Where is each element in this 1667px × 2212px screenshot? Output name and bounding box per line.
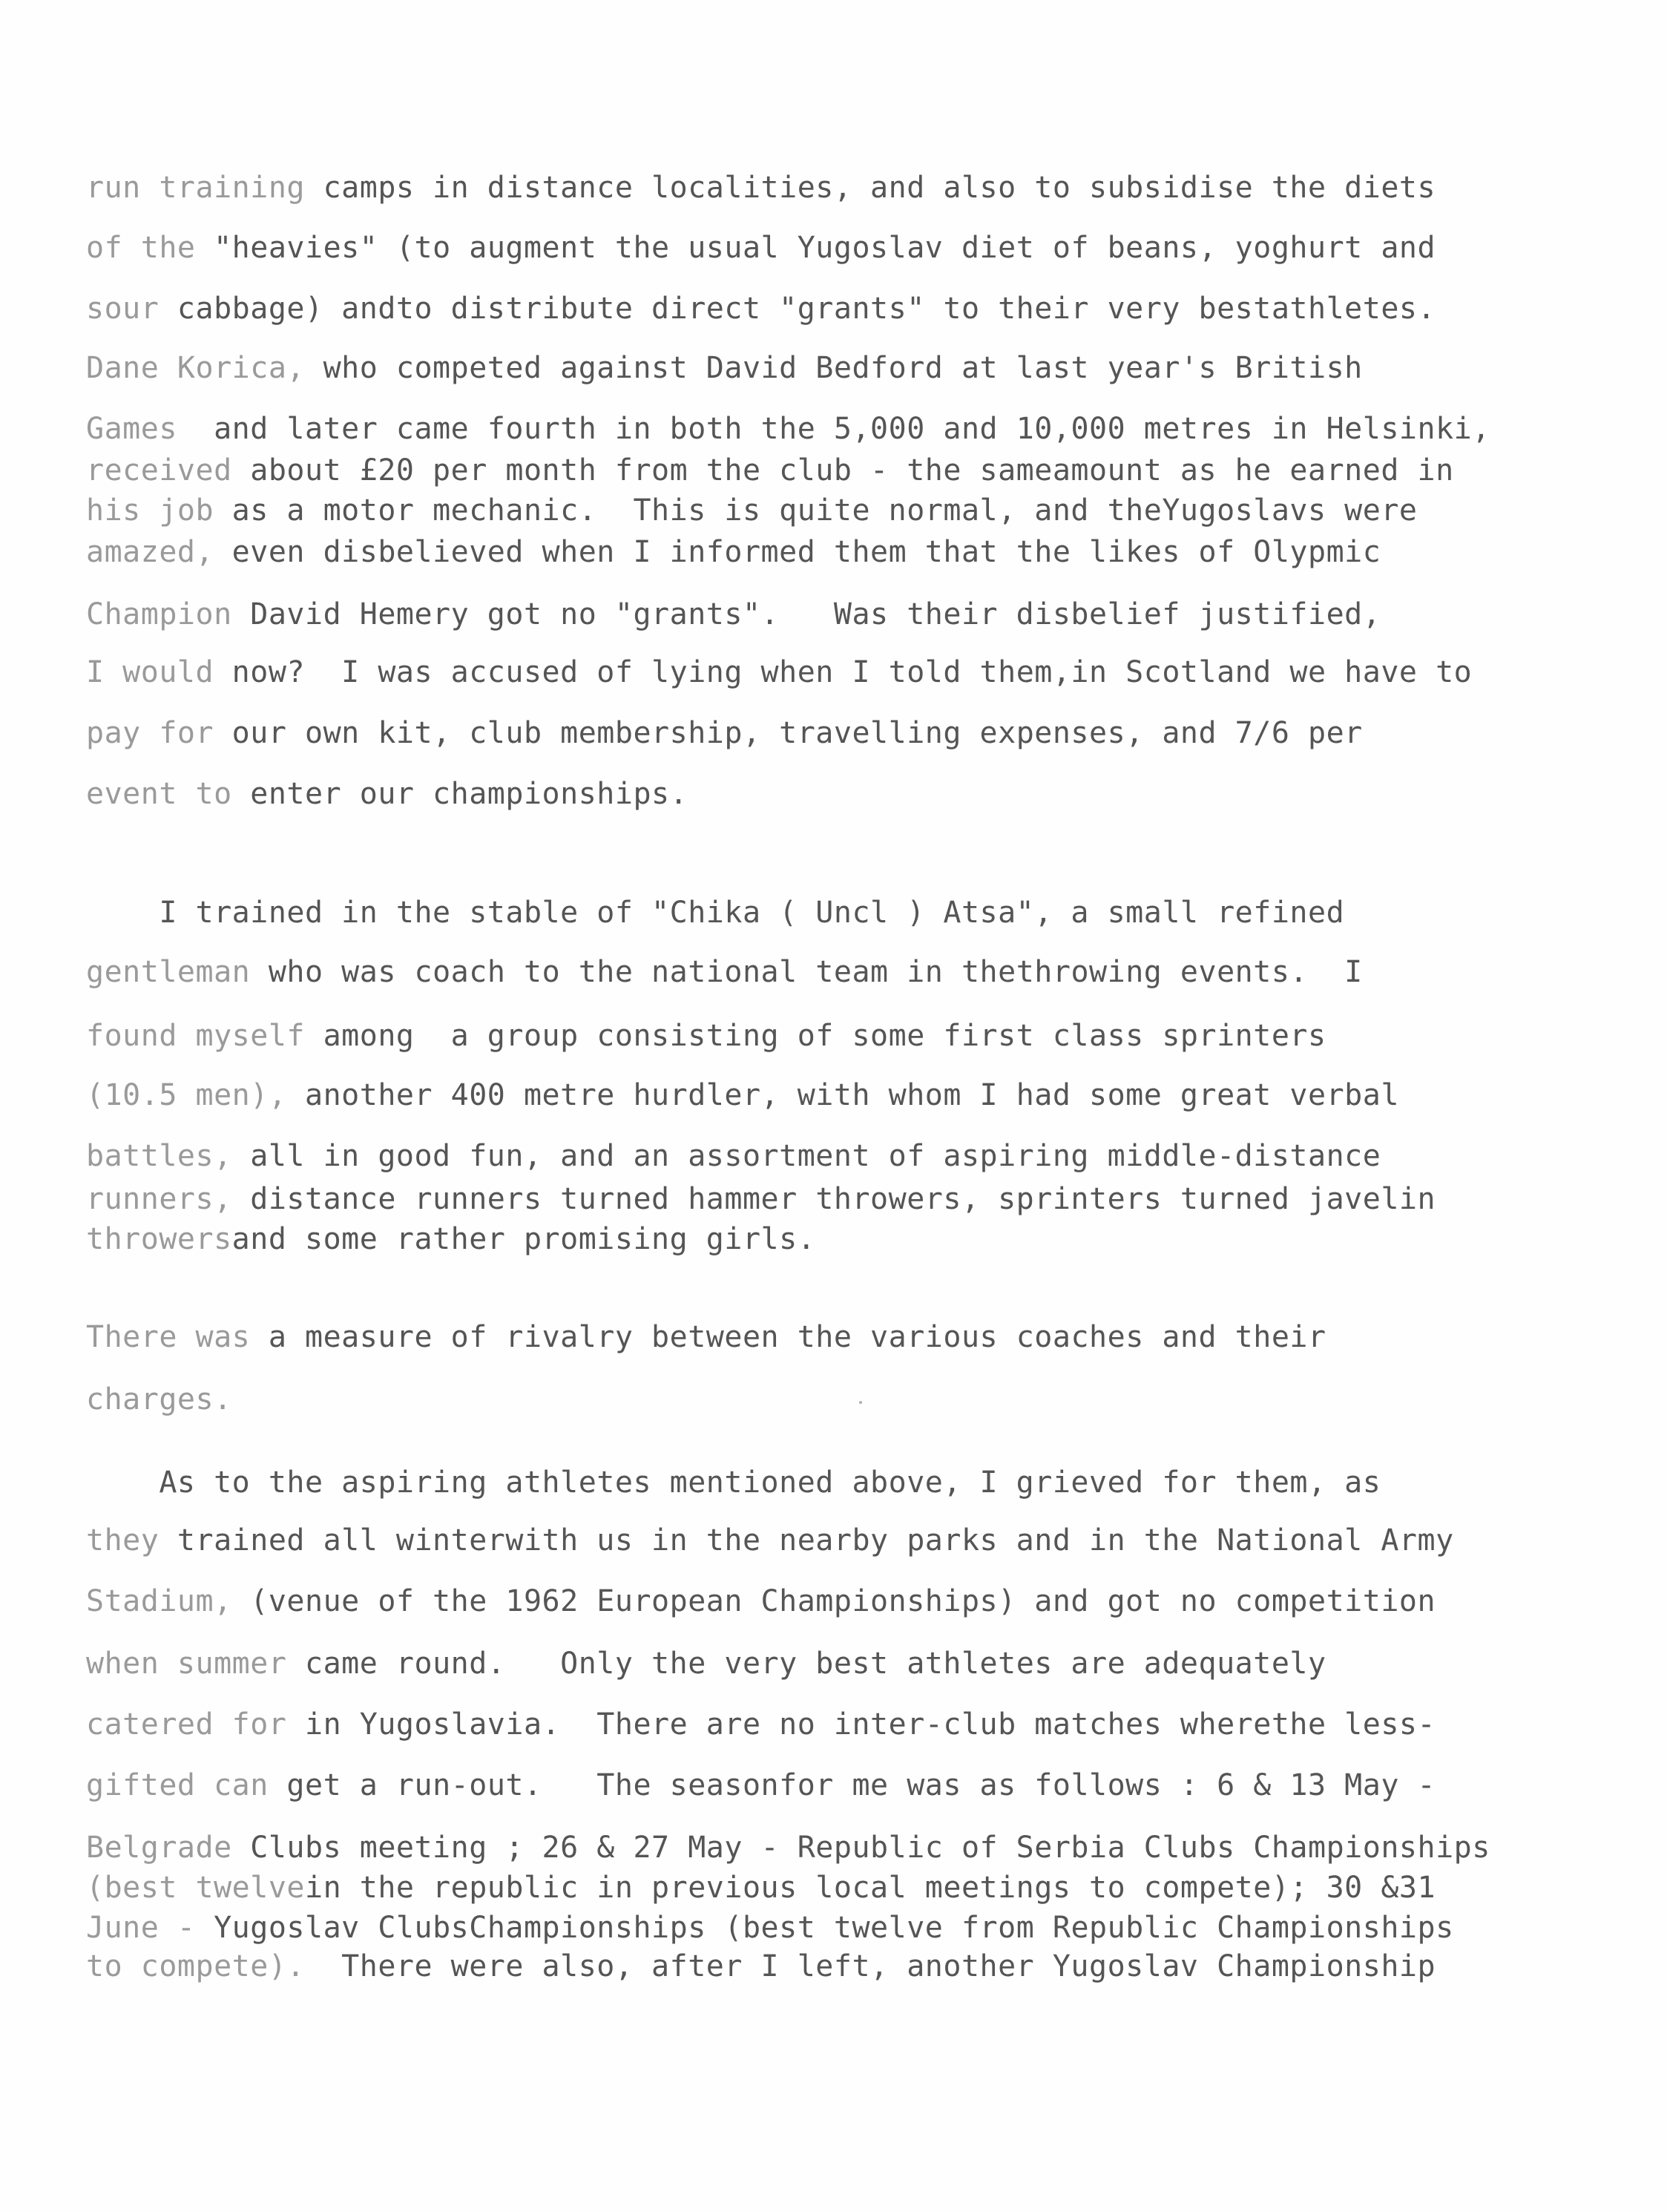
faded-text: to compete). [86,1949,305,1983]
line-text: as a motor mechanic. This is quite normal, and theYugoslavs were [214,493,1418,528]
line-text: now? I was accused of lying when I told them,in Scotland we have to [214,655,1473,689]
faded-text: Stadium, [86,1584,232,1618]
line-text: who was coach to the national team in thethrowing events. I [250,955,1363,989]
line-text: trained all winterwith us in the nearby parks and in the National Army [159,1523,1454,1558]
text-line [86,1523,1454,1558]
text-line [86,1382,232,1417]
line-text: Clubs meeting ; 26 & 27 May - Republic of Serbia Clubs Championships [231,1831,1490,1865]
line-text: David Hemery got no "grants". Was their disbelief justified, [231,597,1381,631]
line-text: among a group consisting of some first class sprinters [304,1019,1326,1053]
text-line [86,1224,815,1254]
faded-text: sour [86,292,160,326]
faded-text: gentleman [86,955,251,989]
line-text: came round. Only the very best athletes are adequately [286,1647,1326,1681]
line-text: a measure of rivalry between the various coaches and their [250,1320,1326,1354]
line-text: and later came fourth in both the 5,000 and 10,000 metres in Helsinki, [177,412,1490,446]
line-text: distance runners turned hammer throwers, sprinters turned javelin [231,1182,1436,1216]
faded-text: (best twelve [86,1871,305,1905]
text-line [86,657,1472,687]
faded-text: when summer [86,1647,287,1681]
faded-text: of the [86,231,196,265]
text-line [86,1080,1399,1110]
line-text: enter our championships. [231,777,688,811]
text-line [86,493,1418,528]
faded-text: event to [86,777,232,811]
text-line [86,898,1344,928]
faded-text: Belgrade [86,1831,232,1865]
line-text: (venue of the 1962 European Championships) and got no competition [231,1584,1436,1618]
line-text: and some rather promising girls. [231,1222,816,1256]
faded-text: I would [86,655,214,689]
line-text: "heavies" (to augment the usual Yugoslav diet of beans, yoghurt and [195,231,1436,265]
text-line [86,1021,1326,1051]
faded-text: battles, [86,1139,232,1173]
line-text: in Yugoslavia. There are no inter-club matches wherethe less- [286,1707,1436,1742]
text-line [86,957,1363,987]
text-line [86,1184,1436,1214]
line-text: As to the aspiring athletes mentioned above, I grieved for them, as [86,1466,1381,1500]
line-text: all in good fun, and an assortment of aspiring middle-distance [231,1139,1381,1173]
line-text: our own kit, club membership, travelling expenses, and 7/6 per [214,716,1363,750]
faded-text: throwers [86,1222,232,1256]
faded-text: run training [86,171,305,205]
text-line [86,718,1363,748]
faded-text: Champion [86,597,232,631]
text-line [86,1770,1436,1800]
text-line [86,233,1436,263]
line-text: Yugoslav ClubsChampionships (best twelve from Republic Championships [195,1911,1454,1945]
faded-text: pay for [86,716,214,750]
faded-text: Games [86,412,177,446]
faded-text: gifted can [86,1768,269,1802]
text-line [86,353,1363,383]
faded-text: runners, [86,1182,232,1216]
text-line [86,1586,1436,1616]
text-line [86,779,688,809]
line-text: another 400 metre hurdler, with whom I had some great verbal [286,1078,1399,1112]
text-line [86,414,1490,444]
faded-text: There was [86,1320,251,1354]
text-line [86,294,1436,324]
text-line [86,1141,1381,1171]
faded-text: found myself [86,1019,305,1053]
faded-text: received [86,453,232,488]
text-line [86,1833,1490,1863]
line-text: There were also, after I left, another Yugoslav Championship [304,1949,1436,1983]
line-text: cabbage) andto distribute direct "grants" to their very bestathletes. [159,292,1436,326]
faded-text: amazed, [86,535,214,569]
faded-text: June - [86,1911,196,1945]
text-line [86,1913,1454,1943]
faded-text: his job [86,493,214,528]
faded-text: Dane Korica, [86,351,305,385]
text-line [86,1466,1381,1500]
text-line [86,1873,1436,1903]
text-line [86,173,1436,203]
text-line [86,1322,1326,1352]
line-text: about £20 per month from the club - the sameamount as he earned in [231,453,1454,488]
line-text: who competed against David Bedford at last year's British [304,351,1363,385]
text-line [86,1707,1436,1742]
line-text: in the republic in previous local meetings to compete); 30 &31 [304,1871,1436,1905]
faded-text: catered for [86,1707,287,1742]
text-line [86,1949,1436,1983]
line-text: camps in distance localities, and also to subsidise the diets [304,171,1436,205]
line-text: get a run-out. The seasonfor me was as follows : 6 & 13 May - [268,1768,1436,1802]
line-text: I trained in the stable of "Chika ( Uncl ) Atsa", a small refined [86,896,1345,930]
text-line [86,537,1381,567]
faded-text: they [86,1523,160,1558]
text-line [86,597,1381,631]
line-text: even disbelieved when I informed them that the likes of Olypmic [214,535,1381,569]
ink-speck [859,1401,862,1404]
faded-text: charges. [86,1382,232,1417]
text-line [86,453,1454,488]
faded-text: (10.5 men), [86,1078,287,1112]
text-line [86,1647,1326,1681]
